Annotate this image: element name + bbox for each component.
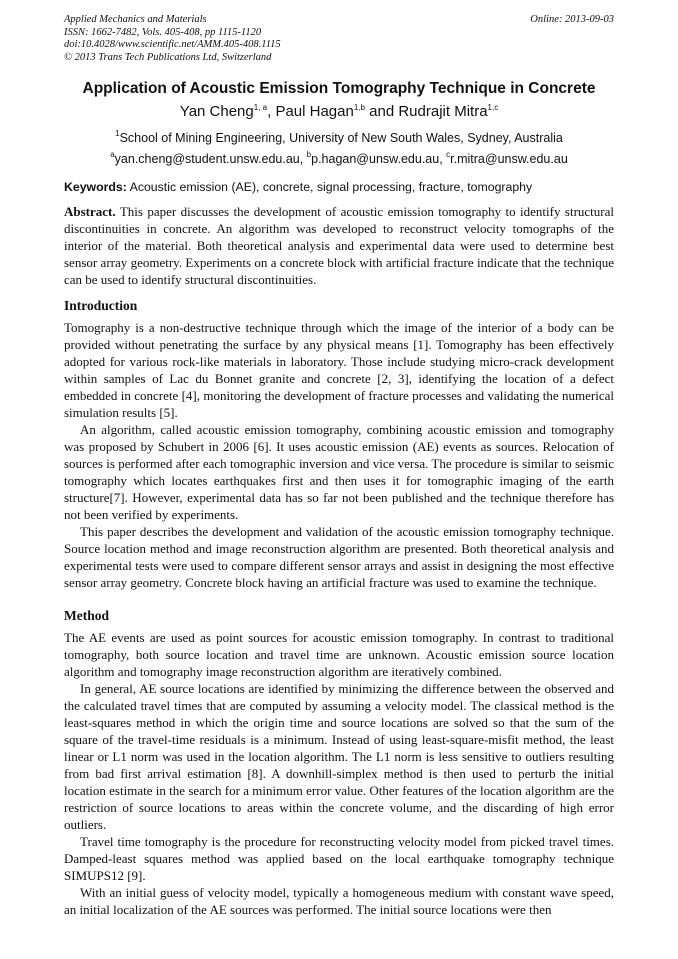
abstract xyxy=(64,203,614,288)
author: Paul Hagan xyxy=(275,103,354,120)
keywords-label: Keywords: xyxy=(64,180,127,194)
author-sup: 1,c xyxy=(487,103,499,112)
author-list xyxy=(0,103,678,120)
section-introduction xyxy=(64,297,614,591)
online-date: Online: 2013-09-03 xyxy=(530,14,614,25)
paragraph: Tomography is a non-destructive technique through which the image of the interior of a body can be provided without penetrating the surface by any physical means [1]. Tomography has been effectively adopted for various rock-like materials in laboratory. Those include studying micro-crack development within samples of Lac du Bonnet granite and concrete [2, 3], identifying the location of a defect embedded in concrete [4], monitoring the development of fracture processes and validating the numerical simulation results [5]. xyxy=(64,320,614,420)
paragraph: The AE events are used as point sources for acoustic emission tomography. In contrast to traditional tomography, both source location and travel time are unknown. Acoustic emission source location algorithm and tomography image reconstruction algorithm are iteratively combined. xyxy=(64,630,614,679)
paragraph: Travel time tomography is the procedure for reconstructing velocity model from picked travel times. Damped-least squares method was applied based on the local earthquake tomography technique SIMUPS12 [9]. xyxy=(64,834,614,883)
copyright: © 2013 Trans Tech Publications Ltd, Switzerland xyxy=(64,51,272,63)
paragraph: In general, AE source locations are identified by minimizing the difference between the observed and the calculated travel times that are computed by assuming a velocity model. The classical method is the least-squares method in which the origin time and source locations are solved so that the sum of the square of the travel-time residuals is a minimum. Instead of using least-square-misfit method, the least linear or L1 norm was used in the location algorithm. The L1 norm is less sensitive to outliers resulting from bad first arrival estimation [8]. A downhill-simplex method is then used to perturb the initial location estimate in the search for a minimum error value. Other features of the location algorithm are the restriction of source locations to areas within the concrete volume, and the discarding of high error outliers. xyxy=(64,681,614,832)
paragraph: With an initial guess of velocity model, typically a homogeneous medium with constant wave speed, an initial localization of the AE sources was performed. The initial source locations were then xyxy=(64,885,614,917)
abstract-label: Abstract. xyxy=(64,204,116,219)
author: Yan Cheng xyxy=(179,103,254,120)
author-sup: 1, a xyxy=(253,103,268,112)
affiliation-text: School of Mining Engineering, University of New South Wales, Sydney, Australia xyxy=(119,131,563,145)
paragraph: This paper describes the development and validation of the acoustic emission tomography technique. Source location method and image reconstruction algorithm are presented. Both theoretical analysis and experimental tests were used to compare different sensor arrays and assist in designing the most effective sensor array geometry. Concrete block having an artificial fracture was used to examine the technique. xyxy=(64,524,614,590)
affiliation xyxy=(0,131,678,145)
doi: doi:10.4028/www.scientific.net/AMM.405-408.1115 xyxy=(64,39,281,51)
email-sup: a xyxy=(110,150,115,159)
keywords-text: Acoustic emission (AE), concrete, signal processing, fracture, tomography xyxy=(126,180,533,194)
email: p.hagan@unsw.edu.au, xyxy=(311,152,447,166)
email-sup: b xyxy=(306,150,312,159)
section-heading: Introduction xyxy=(64,298,138,313)
section-heading: Method xyxy=(64,608,109,623)
keywords xyxy=(64,180,532,194)
author-sup: 1,b xyxy=(353,103,365,112)
paper-title: Application of Acoustic Emission Tomography Technique in Concrete xyxy=(82,80,596,97)
section-method xyxy=(64,607,614,918)
separator: , xyxy=(267,103,276,120)
author: Rudrajit Mitra xyxy=(398,103,488,120)
email-list xyxy=(0,152,678,166)
journal-name: Applied Mechanics and Materials xyxy=(64,14,207,25)
email-sup: c xyxy=(446,150,451,159)
journal-header xyxy=(64,14,614,64)
email: yan.cheng@student.unsw.edu.au, xyxy=(114,152,307,166)
paragraph: An algorithm, called acoustic emission tomography, combining acoustic emission and tomography was proposed by Schubert in 2006 [6]. It uses acoustic emission (AE) events as sources. Relocation of sources is performed after each tomographic inversion and vice versa. The procedure is similar to seismic tomography which locates earthquakes first and then uses it for tomographic imaging of the earth structure[7]. However, experimental data has so far not been published and the technique therefore has not been verified by experiments. xyxy=(64,422,614,522)
email: r.mitra@unsw.edu.au xyxy=(450,152,568,166)
abstract-text: This paper discusses the development of acoustic emission tomography to identify structural discontinuities in concrete. An algorithm was developed to reconstruct velocity tomographs of the interior of the material. Both theoretical analysis and experimental data were used to determine best sensor array geometry. Experiments on a concrete block with artificial fracture indicate that the technique can be used to identify structural discontinuities. xyxy=(64,204,614,287)
issn: ISSN: 1662-7482, Vols. 405-408, pp 1115-1120 xyxy=(64,26,262,38)
affiliation-sup: 1 xyxy=(115,129,120,138)
separator: and xyxy=(364,103,399,120)
